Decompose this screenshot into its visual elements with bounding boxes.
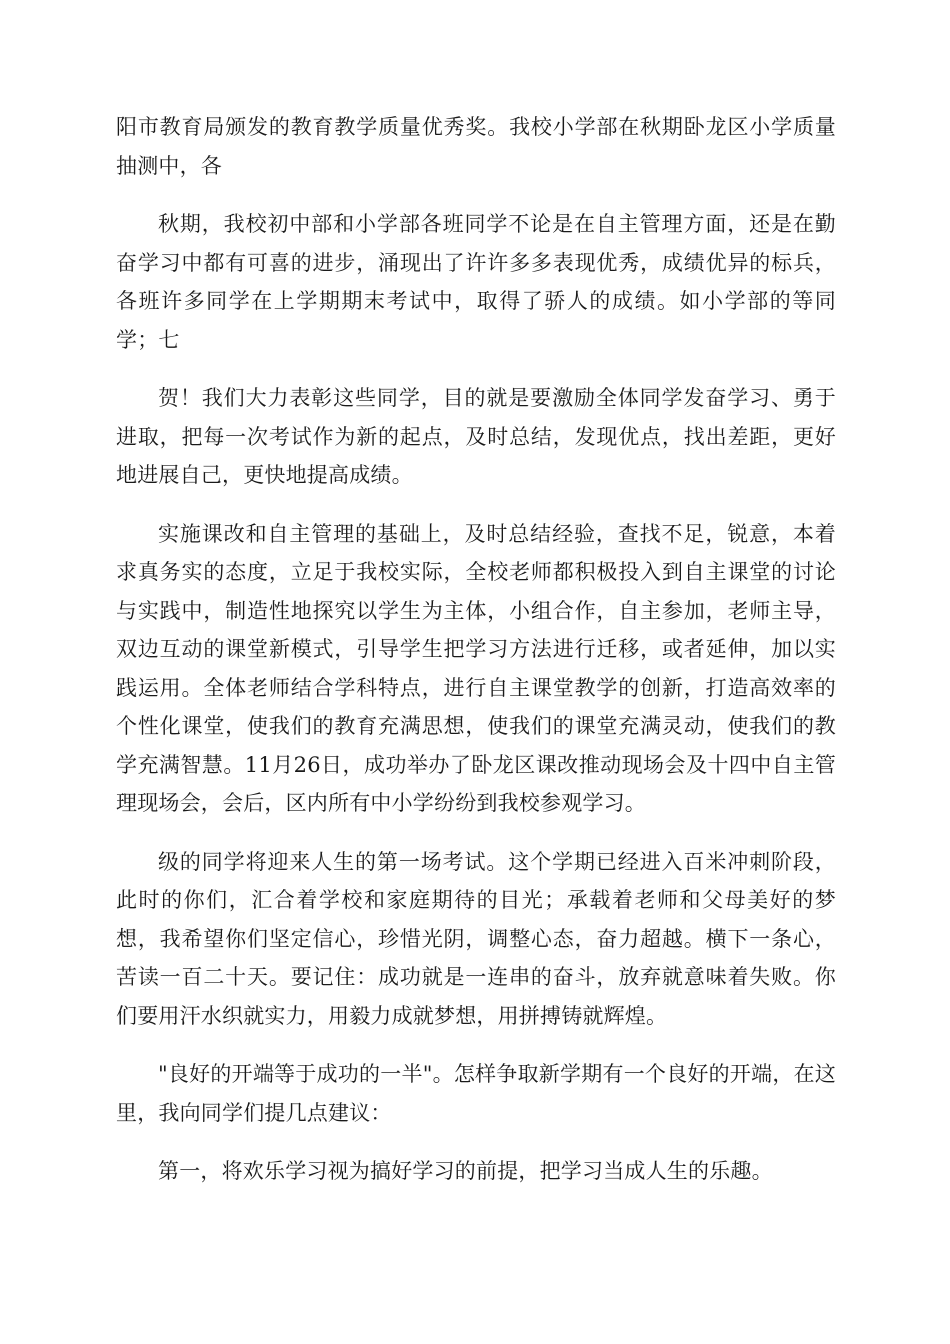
paragraph-3: 贺！我们大力表彰这些同学，目的就是要激励全体同学发奋学习、勇于进取，把每一次考试作为新的起点，及时总结，发现优点，找出差距，更好地进展自己，更快地提高成绩。: [116, 386, 836, 487]
paragraph-5: 级的同学将迎来人生的第一场考试。这个学期已经进入百米冲刺阶段，此时的你们，汇合着学校和家庭期待的目光；承载着老师和父母美好的梦想，我希望你们坚定信心，珍惜光阴，调整心态，奋力超越。横下一条心，苦读一百二十天。要记住：成功就是一连串的奋斗，放弃就意味着失败。你们要用汗水织就实力，用毅力成就梦想，用拼搏铸就辉煌。: [116, 849, 836, 1028]
paragraph-2: 秋期，我校初中部和小学部各班同学不论是在自主管理方面，还是在勤奋学习中都有可喜的进步，涌现出了许许多多表现优秀，成绩优异的标兵，各班许多同学在上学期期末考试中，取得了骄人的成绩。如小学部的等同学；七: [116, 212, 836, 352]
paragraph-7: 第一，将欢乐学习视为搞好学习的前提，把学习当成人生的乐趣。: [158, 1159, 773, 1183]
document-body: [116, 108, 836, 1211]
paragraph-1: 阳市教育局颁发的教育教学质量优秀奖。我校小学部在秋期卧龙区小学质量抽测中，各: [116, 115, 836, 178]
paragraph-6: "良好的开端等于成功的一半"。怎样争取新学期有一个良好的开端，在这里，我向同学们提几点建议：: [116, 1062, 836, 1125]
paragraph-4: 实施课改和自主管理的基础上，及时总结经验，查找不足，锐意，本着求真务实的态度，立足于我校实际，全校老师都积极投入到自主课堂的讨论与实践中，制造性地探究以学生为主体，小组合作，自主参加，老师主导，双边互动的课堂新模式，引导学生把学习方法进行迁移，或者延伸，加以实践运用。全体老师结合学科特点，进行自主课堂教学的创新，打造高效率的个性化课堂，使我们的教育充满思想，使我们的课堂充满灵动，使我们的教学充满智慧。11月26日，成功举办了卧龙区课改推动现场会及十四中自主管理现场会，会后，区内所有中小学纷纷到我校参观学习。: [116, 521, 836, 815]
